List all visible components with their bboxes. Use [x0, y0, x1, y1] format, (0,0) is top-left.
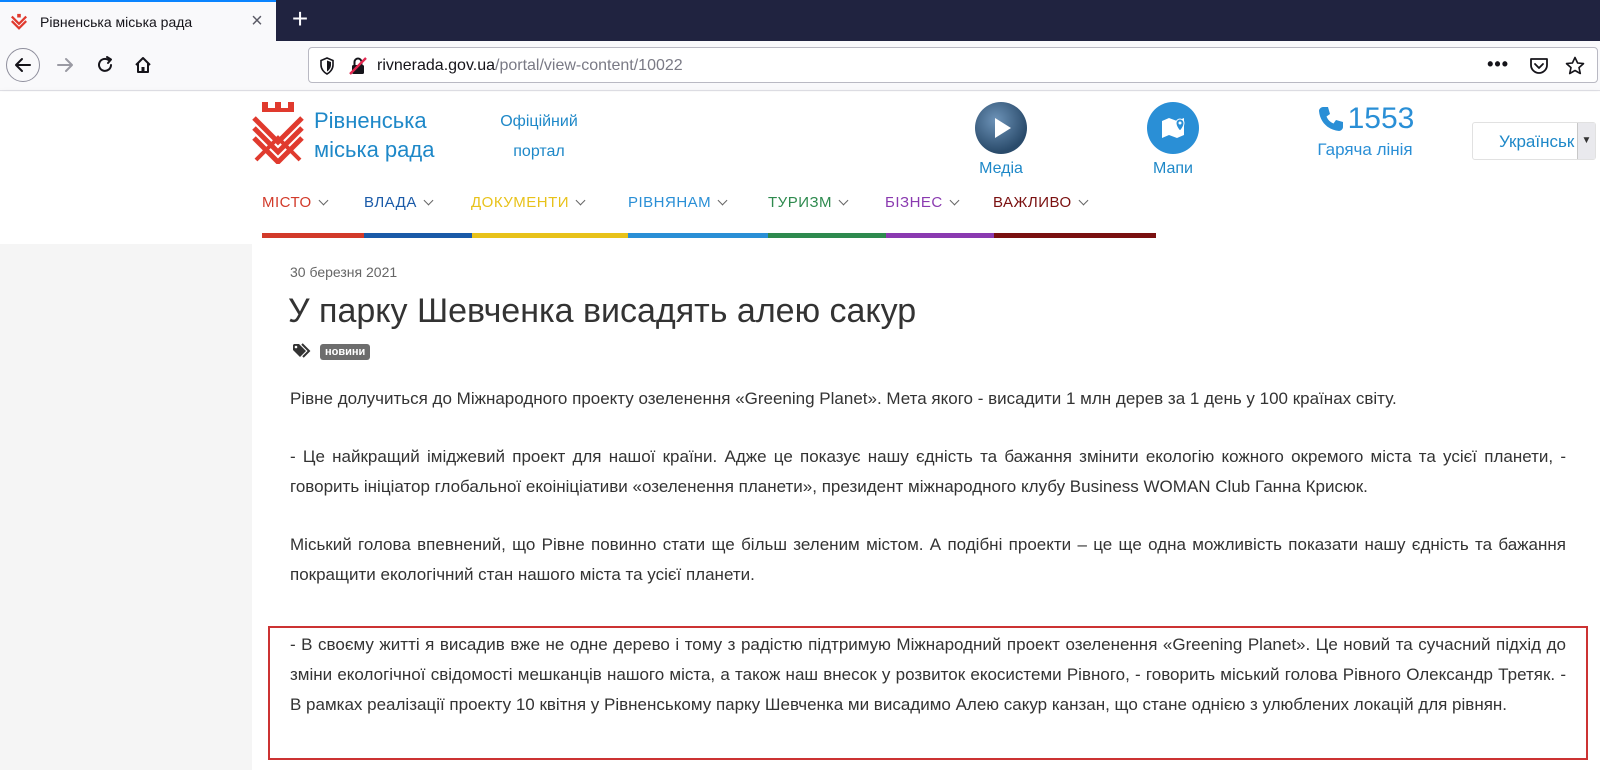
browser-tab-bar [0, 0, 1600, 41]
article-paragraph-1: Рівне долучиться до Міжнародного проекту озеленення «Greening Planet». Мета якого - висадити 1 млн дерев за 1 день у 100 країнах світу. [290, 389, 1397, 408]
menu-color-bar-turyzm [768, 233, 886, 238]
chevron-down-icon [839, 195, 849, 205]
article [252, 244, 1600, 770]
chevron-down-icon: ▼ [1577, 123, 1595, 159]
forward-arrow-icon [55, 55, 75, 75]
chevron-down-icon [718, 195, 728, 205]
menu-item-dokumenty[interactable] [471, 194, 584, 211]
menu-color-bar-biznes [886, 233, 994, 238]
play-icon [995, 118, 1011, 138]
media-thumbnail [975, 102, 1027, 154]
url-path: /portal/view-content/10022 [495, 57, 683, 74]
menu-item-vlada[interactable] [364, 194, 432, 211]
chevron-down-icon [576, 195, 586, 205]
media-label: Медіа [979, 160, 1023, 177]
maps-circle [1147, 102, 1199, 154]
article-paragraph-4: - В своєму житті я висадив вже не одне дерево і тому з радістю підтримую Міжнародний проект озеленення «Greening Planet». Це новий та сучасний підхід до зміни екологічної свідомості мешканців нашого міста, а також наш внесок у розвиток екосистеми Рівного, - говорить міський голова Рівного Олександр Третяк. - В рамках реалізації проекту 10 квітня у Рівненському парку Шевченка ми висадимо Алею сакур канзан, що стане однією з улюблених локацій для рівнян. [290, 635, 1566, 714]
official-portal-label [494, 107, 584, 167]
chevron-down-icon [318, 195, 328, 205]
menu-item-label: БІЗНЕС [885, 194, 943, 211]
tab-title: Рівненська міська рада [40, 14, 193, 30]
maps-label: Мапи [1152, 160, 1193, 177]
menu-item-turyzm[interactable] [768, 194, 847, 211]
logo-line-1: Рівненська [314, 108, 427, 133]
language-select[interactable] [1472, 122, 1596, 160]
menu-color-bar-dokumenty [472, 233, 628, 238]
menu-item-label: ДОКУМЕНТИ [471, 194, 570, 211]
menu-item-biznes[interactable] [885, 194, 958, 211]
site-header [0, 92, 1600, 244]
portal-sub-line-1: Офіційний [500, 113, 578, 130]
tracking-shield-icon[interactable] [319, 57, 335, 75]
chevron-down-icon [949, 195, 959, 205]
hotline-link[interactable] [1310, 102, 1420, 160]
hotline-number: 1553 [1347, 102, 1415, 135]
article-paragraph-3: Міський голова впевнений, що Рівне повинно стати ще більш зеленим містом. А подібні проекти – це ще одна можливість показати нашу єдність та бажання покращити екологічний стан нашого міста та усієї планети. [290, 535, 1566, 584]
menu-item-label: ТУРИЗМ [768, 194, 833, 211]
insecure-lock-icon[interactable] [349, 56, 367, 76]
chevron-down-icon [423, 195, 433, 205]
menu-color-bar-vlada [364, 233, 472, 238]
site-logo-text[interactable] [314, 106, 434, 164]
url-domain: rivnerada.gov.ua [377, 57, 495, 74]
close-tab-icon[interactable]: × [251, 10, 263, 32]
back-arrow-icon [13, 55, 33, 75]
article-paragraph-2: - Це найкращий іміджевий проект для нашої країни. Адже це показує нашу єдність та бажання змінити екологію кожного окремого міста та усієї планети, - говорить ініціатор глобальної екоініціативи «озеленення планети», президент міжнародного клубу Business WOMAN Club Ганна Крисюк. [290, 447, 1566, 496]
menu-item-misto[interactable] [262, 194, 327, 211]
media-link[interactable] [970, 102, 1032, 178]
chevron-down-icon [1078, 195, 1088, 205]
hotline-label: Гаряча лінія [1317, 140, 1413, 159]
maps-link[interactable] [1142, 102, 1204, 178]
page-actions-icon[interactable]: ••• [1487, 54, 1509, 74]
language-value: Українськ [1499, 132, 1575, 151]
map-pin-icon [1159, 114, 1187, 142]
reload-icon [95, 55, 115, 75]
browser-nav-bar [0, 41, 1600, 91]
back-button[interactable] [6, 48, 40, 82]
hotline-number-row [1310, 102, 1420, 136]
browser-tab[interactable] [0, 0, 276, 41]
logo-line-2: міська рада [314, 137, 435, 162]
menu-item-rivnyanam[interactable] [628, 194, 726, 211]
article-date: 30 березня 2021 [290, 264, 398, 280]
pocket-icon[interactable] [1529, 57, 1549, 75]
site-favicon-icon [10, 13, 28, 31]
reload-button[interactable] [88, 48, 122, 82]
article-title: У парку Шевченка висадять алею сакур [288, 292, 917, 330]
menu-color-bar-rivnyanam [628, 233, 768, 238]
bookmark-star-icon[interactable] [1565, 56, 1585, 76]
address-bar[interactable] [308, 47, 1598, 83]
url-text[interactable] [377, 57, 683, 75]
menu-color-bar-vazhlyvo [994, 233, 1156, 238]
phone-icon [1316, 104, 1346, 134]
new-tab-button[interactable]: + [291, 3, 309, 34]
menu-item-label: ВЛАДА [364, 194, 417, 211]
city-council-logo-icon[interactable] [250, 102, 306, 164]
menu-item-vazhlyvo[interactable] [993, 194, 1087, 211]
tag-badge[interactable]: новини [320, 344, 370, 360]
menu-item-label: РІВНЯНАМ [628, 194, 712, 211]
home-button[interactable] [126, 48, 160, 82]
menu-item-label: МІСТО [262, 194, 312, 211]
menu-item-label: ВАЖЛИВО [993, 194, 1072, 211]
left-sidebar-background [0, 244, 252, 770]
tags-icon [292, 343, 314, 359]
portal-sub-line-2: портал [513, 143, 565, 160]
forward-button[interactable] [48, 48, 82, 82]
home-icon [133, 55, 153, 75]
